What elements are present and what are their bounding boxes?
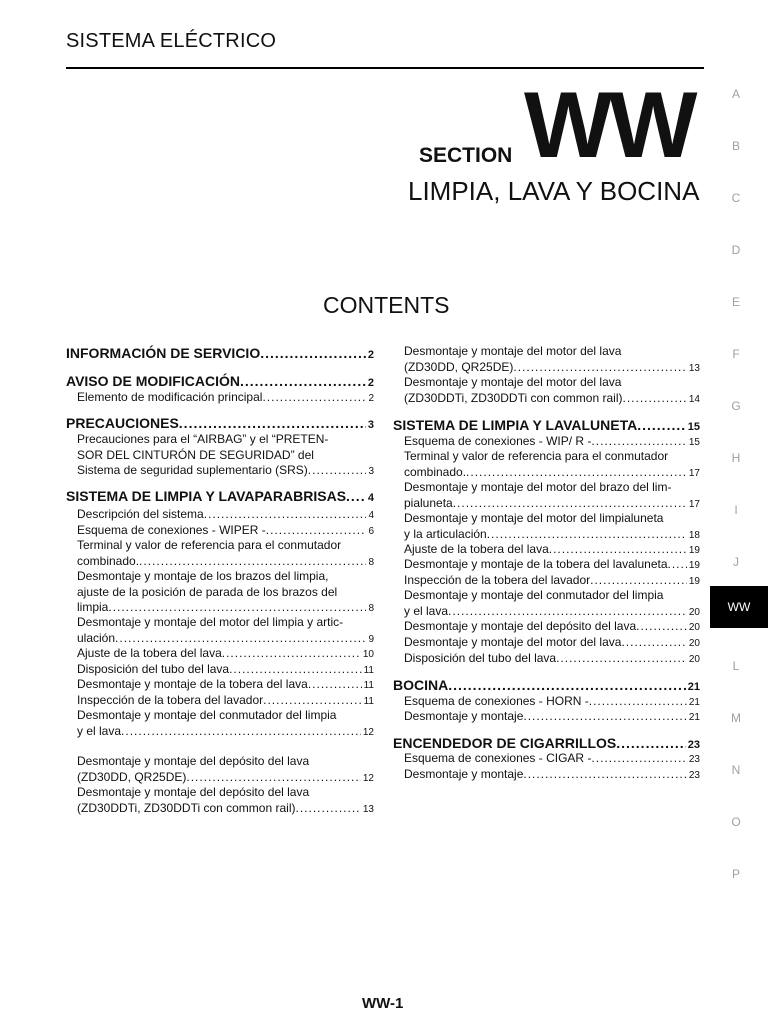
index-tab-h: H	[731, 451, 741, 465]
dot-leader	[263, 693, 361, 709]
dot-leader	[487, 527, 687, 543]
toc-entry-text: Ajuste de la tobera del lava	[77, 646, 222, 660]
index-tab-o: O	[731, 815, 741, 829]
toc-page-number: 6	[368, 526, 374, 537]
dot-leader	[222, 646, 361, 662]
dot-leader	[266, 523, 367, 539]
header-rule	[66, 67, 704, 69]
toc-entry	[393, 344, 700, 376]
dot-leader	[204, 507, 367, 523]
toc-entry	[393, 557, 700, 574]
dot-leader	[108, 600, 366, 616]
toc-entry-text: Descripción del sistema	[77, 507, 204, 521]
toc-entry-text: ajuste de la posición de parada de los brazos del	[77, 584, 338, 599]
toc-entry	[66, 507, 374, 524]
dot-leader	[240, 374, 366, 390]
toc-entry-text: Ajuste de la tobera del lava	[404, 542, 549, 556]
toc-entry	[66, 538, 374, 570]
toc-page-number: 4	[368, 510, 374, 521]
index-tab-f: F	[732, 347, 740, 361]
toc-page-number: 10	[362, 649, 374, 660]
toc-page-number: 21	[688, 697, 700, 708]
toc-page-number: 20	[688, 638, 700, 649]
dot-leader	[621, 635, 686, 651]
dot-leader	[589, 694, 687, 710]
toc-entry	[66, 432, 374, 480]
toc-entry-text: combinado.	[77, 553, 140, 568]
toc-page-number: 21	[688, 712, 700, 723]
index-tab-c: C	[731, 191, 741, 205]
toc-entry-text: combinado.	[404, 464, 467, 479]
toc-entry-text: Desmontaje y montaje del motor del lava	[404, 344, 622, 358]
dot-leader	[186, 770, 361, 786]
toc-entry-text: AVISO DE MODIFICACIÓN	[66, 373, 240, 389]
index-tab-a: A	[731, 87, 740, 101]
toc-entry-text: (ZD30DDTi, ZD30DDTi con common rail)	[77, 800, 296, 815]
toc-entry-text: Desmontaje y montaje del depósito del lava	[77, 754, 310, 768]
toc-entry-text: pialuneta	[404, 495, 453, 510]
dot-leader	[308, 677, 362, 693]
toc-entry-text: Desmontaje y montaje	[404, 709, 524, 723]
dot-leader	[591, 434, 686, 450]
toc-entry	[66, 754, 374, 786]
toc-entry-text: Precauciones para el “AIRBAG” y el “PRETEN-	[77, 432, 329, 446]
toc-page-number: 23	[687, 739, 700, 751]
toc-heading	[66, 489, 374, 507]
dot-leader	[668, 557, 687, 573]
dot-leader	[590, 573, 687, 589]
dot-leader	[549, 542, 687, 558]
toc-entry	[66, 615, 374, 647]
toc-page-number: 11	[363, 696, 374, 707]
dot-leader	[448, 678, 686, 694]
toc-page-number: 23	[688, 770, 700, 781]
toc-entry-text: Desmontaje y montaje del motor del limpialuneta	[404, 511, 664, 525]
toc-page-number: 13	[688, 362, 700, 374]
toc-entry-text: Desmontaje y montaje del conmutador del limpia	[404, 588, 664, 602]
toc-entry-text: Desmontaje y montaje del depósito del lava	[77, 785, 310, 799]
toc-entry-text: Elemento de modificación principal	[77, 390, 263, 404]
dot-leader	[556, 651, 687, 667]
toc-entry	[393, 375, 700, 407]
toc-page-number: 14	[688, 393, 700, 405]
dot-leader	[229, 662, 362, 678]
toc-heading	[66, 346, 374, 364]
toc-entry-text: Desmontaje y montaje	[404, 767, 524, 781]
dot-leader	[616, 736, 686, 752]
toc-entry	[393, 588, 700, 620]
toc-page-number: 17	[688, 467, 700, 479]
dot-leader	[308, 463, 367, 479]
toc-page-number: 20	[688, 622, 700, 633]
toc-page-number: 3	[367, 419, 374, 431]
dot-leader	[115, 631, 366, 647]
toc-entry	[66, 646, 374, 663]
toc-page-number: 18	[688, 529, 700, 541]
toc-entry-text: Inspección de la tobera del lavador	[404, 573, 591, 587]
toc-entry-text: ENCENDEDOR DE CIGARRILLOS	[393, 735, 617, 751]
toc-page-number: 17	[688, 498, 700, 510]
toc-entry-text: ulación	[77, 630, 116, 645]
toc-entry-text: Inspección de la tobera del lavador	[77, 693, 264, 707]
toc-entry	[66, 785, 374, 817]
toc-entry-text: Esquema de conexiones - WIP/ R -	[404, 434, 592, 448]
toc-page-number: 9	[368, 633, 374, 645]
toc-entry-text: BOCINA	[393, 677, 449, 693]
toc-page-number: 15	[688, 437, 700, 448]
toc-page-number: 20	[688, 654, 700, 665]
dot-leader	[179, 416, 366, 432]
toc-entry	[393, 511, 700, 543]
toc-page-number: 2	[368, 393, 374, 404]
index-tab-j: J	[733, 555, 739, 569]
toc-entry-text: (ZD30DD, QR25DE)	[404, 359, 514, 374]
toc-heading	[393, 678, 700, 696]
toc-entry	[393, 635, 700, 652]
dot-leader	[466, 465, 687, 481]
dot-leader	[262, 390, 366, 406]
section-title: LIMPIA, LAVA Y BOCINA	[408, 176, 700, 206]
toc-page-number: 19	[688, 545, 700, 556]
index-tab-p: P	[731, 867, 740, 881]
toc-entry-text: Disposición del tubo del lava	[77, 662, 230, 676]
toc-entry	[393, 767, 700, 784]
dot-leader	[523, 709, 686, 725]
toc-entry	[393, 709, 700, 726]
toc-page-number: 19	[688, 576, 700, 587]
toc-page-number: 13	[362, 803, 374, 815]
toc-entry-text: Desmontaje y montaje del motor del limpia y artic-	[77, 615, 344, 629]
toc-page-number: 12	[362, 726, 374, 738]
toc-entry-text: (ZD30DD, QR25DE)	[77, 769, 187, 784]
dot-leader	[591, 751, 686, 767]
index-tab-l: L	[732, 659, 740, 673]
toc-entry	[393, 480, 700, 512]
section-code: WW	[524, 72, 694, 177]
toc-entry-text: (ZD30DDTi, ZD30DDTi con common rail)	[404, 390, 623, 405]
toc-entry-text: PRECAUCIONES	[66, 415, 179, 431]
index-tab-g: G	[731, 399, 741, 413]
toc-entry-text: Desmontaje y montaje del motor del brazo del lim-	[404, 480, 672, 494]
dot-leader	[121, 724, 361, 740]
index-tab-ww: WW	[710, 586, 768, 628]
toc-entry	[393, 449, 700, 481]
toc-entry-text: SOR DEL CINTURÓN DE SEGURIDAD” del	[77, 447, 314, 462]
toc-page-number: 20	[688, 606, 700, 618]
toc-page-number: 2	[367, 349, 374, 361]
toc-entry-text: Desmontaje y montaje del motor del lava	[404, 375, 622, 389]
toc-entry	[66, 569, 374, 617]
contents-heading: CONTENTS	[323, 292, 450, 318]
dot-leader	[448, 604, 687, 620]
toc-entry-text: Terminal y valor de referencia para el conmutador	[404, 449, 669, 463]
dot-leader	[636, 619, 687, 635]
toc-entry	[66, 677, 374, 694]
toc-page-number: 23	[688, 754, 700, 765]
dot-leader	[139, 554, 366, 570]
index-tab-m: M	[731, 711, 741, 725]
toc-heading	[66, 416, 374, 434]
toc-entry-text: Disposición del tubo del lava	[404, 651, 557, 665]
toc-entry	[393, 651, 700, 668]
toc-entry-text: SISTEMA DE LIMPIA Y LAVAPARABRISAS	[66, 488, 347, 504]
dot-leader	[637, 418, 686, 434]
dot-leader	[295, 801, 360, 817]
toc-entry-text: Esquema de conexiones - HORN -	[404, 694, 589, 708]
toc-entry	[66, 708, 374, 740]
toc-page-number: 21	[687, 681, 700, 693]
toc-page-number: 8	[368, 556, 374, 568]
dot-leader	[622, 391, 686, 407]
toc-page-number: 4	[367, 492, 374, 504]
toc-page-number: 2	[367, 377, 374, 389]
index-tab-n: N	[731, 763, 741, 777]
index-tab-e: E	[731, 295, 740, 309]
toc-page-number: 15	[687, 421, 700, 433]
toc-page-number: 8	[368, 603, 374, 614]
toc-entry-text: limpia	[77, 600, 109, 614]
dot-leader	[523, 767, 686, 783]
toc-entry-text: Desmontaje y montaje del depósito del lava	[404, 619, 637, 633]
toc-entry-text: y el lava	[404, 603, 449, 618]
dot-leader	[453, 496, 687, 512]
dot-leader	[260, 346, 366, 362]
toc-entry-text: Desmontaje y montaje de la tobera del lava	[77, 677, 308, 691]
index-tab-d: D	[731, 243, 741, 257]
running-header: SISTEMA ELÉCTRICO	[66, 30, 277, 52]
toc-entry-text: y el lava	[77, 723, 122, 738]
toc-entry-text: Esquema de conexiones - CIGAR -	[404, 751, 592, 765]
toc-entry-text: Desmontaje y montaje de la tobera del lavaluneta	[404, 557, 668, 571]
toc-entry-text: Desmontaje y montaje del conmutador del limpia	[77, 708, 337, 722]
toc-page-number: 12	[362, 772, 374, 784]
toc-entry-text: INFORMACIÓN DE SERVICIO	[66, 345, 261, 361]
toc-page-number: 19	[688, 560, 700, 571]
toc-entry	[393, 751, 700, 768]
toc-heading	[66, 374, 374, 392]
section-label: SECTION	[419, 144, 513, 167]
index-tab-i: I	[734, 503, 738, 517]
toc-entry-text: Terminal y valor de referencia para el conmutador	[77, 538, 342, 552]
index-tab-b: B	[731, 139, 740, 153]
toc-entry-text: Sistema de seguridad suplementario (SRS)	[77, 463, 308, 477]
section-index-tabs	[704, 0, 768, 1024]
dot-leader	[346, 489, 366, 505]
toc-entry-text: Esquema de conexiones - WIPER -	[77, 523, 266, 537]
toc-entry-text: Desmontaje y montaje de los brazos del limpia,	[77, 569, 329, 583]
toc-page-number: 11	[363, 680, 374, 691]
toc-page-number: 3	[368, 466, 374, 477]
toc-entry-text: y la articulación	[404, 526, 487, 541]
toc-entry	[66, 390, 374, 407]
toc-heading	[393, 418, 700, 436]
page-number: WW-1	[362, 995, 404, 1012]
toc-entry-text: Desmontaje y montaje del motor del lava	[404, 635, 622, 649]
toc-page-number: 11	[363, 665, 374, 676]
toc-entry-text: SISTEMA DE LIMPIA Y LAVALUNETA	[393, 417, 638, 433]
dot-leader	[513, 360, 687, 376]
toc-entry	[393, 619, 700, 636]
